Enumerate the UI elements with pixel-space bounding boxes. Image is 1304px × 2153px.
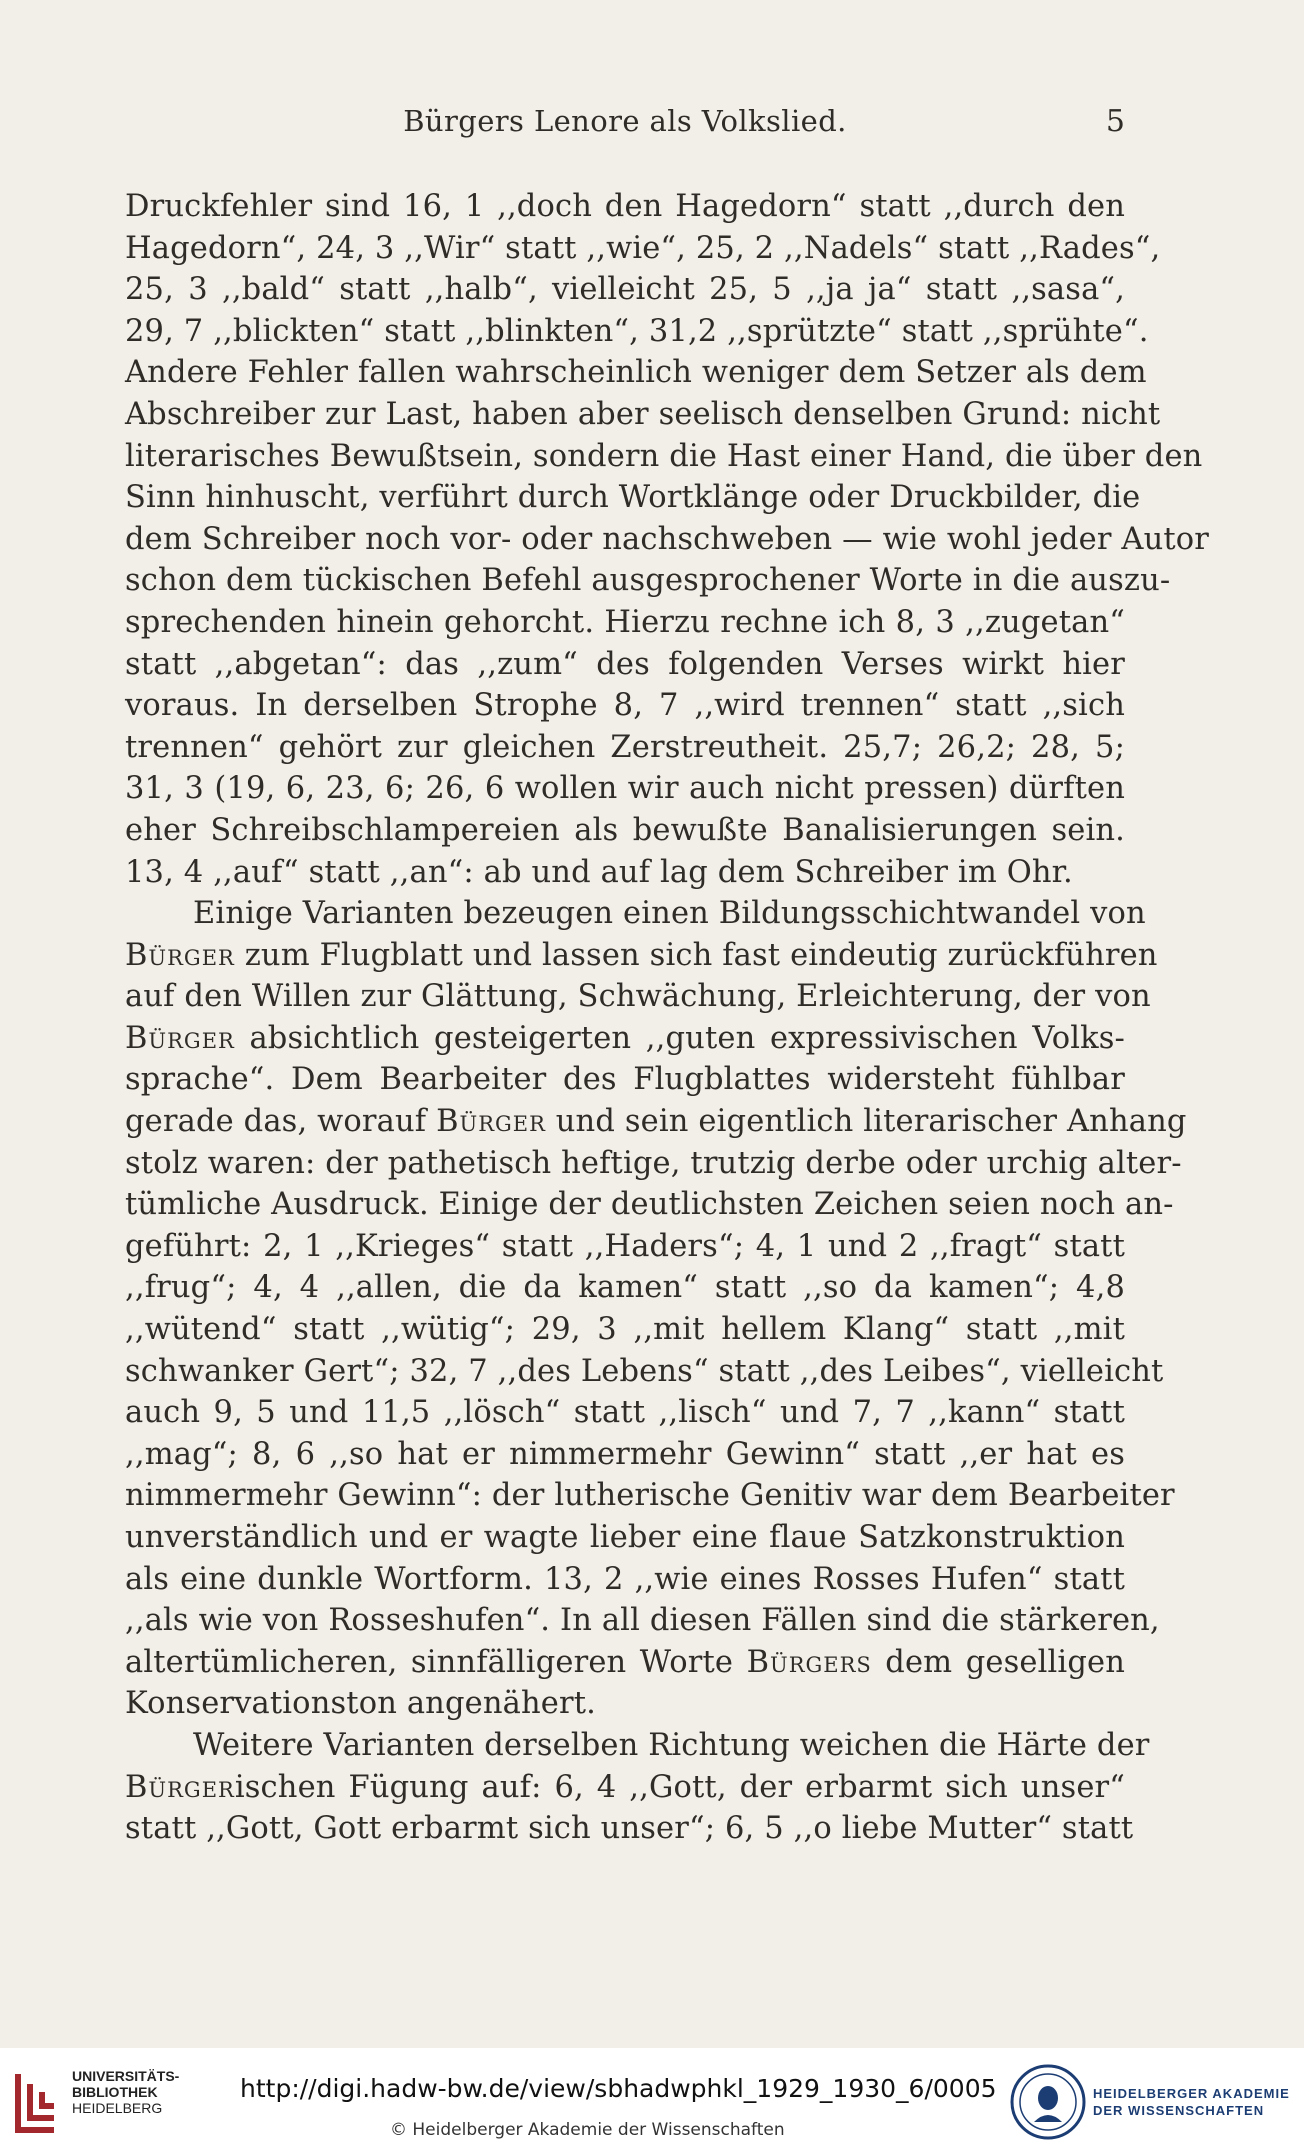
text-line	[125, 976, 1151, 1018]
text-segment: schwanker Gert“; 32, 7 ,,des Lebens“ statt ,,des Leibes“, vielleicht	[125, 1353, 1164, 1389]
text-segment: auf den Willen zur Glättung, Schwächung, Erleichterung, der von	[125, 979, 1151, 1015]
text-line	[125, 893, 1146, 935]
text-segment: zum Flugblatt und lassen sich fast eindeutig zurückführen	[234, 937, 1158, 973]
text-segment: Konservationston angenähert.	[125, 1686, 596, 1722]
text-line	[125, 602, 1125, 644]
text-line	[125, 1808, 1134, 1850]
university-library-logo-icon	[12, 2070, 60, 2134]
text-line	[125, 1767, 1125, 1809]
text-line	[125, 1392, 1125, 1434]
academy-name	[1093, 2085, 1290, 2119]
text-line	[125, 228, 1161, 270]
text-line	[125, 1101, 1187, 1143]
text-segment: absichtlich gesteigerten ,,guten expressivischen Volks-	[234, 1020, 1125, 1056]
text-line	[125, 1351, 1164, 1393]
text-line	[125, 810, 1125, 852]
text-segment: ,,mag“; 8, 6 ,,so hat er nimmermehr Gewinn“ statt ,,er hat es	[125, 1436, 1125, 1472]
small-caps-name: Bürger	[125, 1020, 235, 1056]
text-segment: Weitere Varianten derselben Richtung weichen die Härte der	[193, 1727, 1150, 1763]
text-segment: unverständlich und er wagte lieber eine flaue Satzkonstruktion	[125, 1520, 1125, 1555]
text-line	[125, 1475, 1175, 1517]
body-text	[125, 186, 1210, 1850]
text-segment: stolz waren: der pathetisch heftige, trutzig derbe oder urchig alter-	[125, 1145, 1182, 1181]
text-line	[125, 1725, 1150, 1767]
text-segment: altertümlicheren, sinnfälligeren Worte	[125, 1644, 747, 1680]
text-segment: Druckfehler sind 16, 1 ,,doch den Hagedorn“ statt ,,durch den	[125, 189, 1125, 224]
text-segment: gerade das, worauf	[125, 1104, 437, 1140]
text-segment: sprechenden hinein gehorcht. Hierzu rechne ich 8, 3 ,,zugetan“	[125, 604, 1125, 640]
text-segment: ,,wütend“ statt ,,wütig“; 29, 3 ,,mit hellem Klang“ statt ,,mit	[125, 1312, 1125, 1348]
text-line	[125, 727, 1125, 769]
text-segment: dem Schreiber noch vor- oder nachschweben — wie wohl jeder Autor	[125, 521, 1210, 557]
text-line	[125, 935, 1158, 977]
text-line	[125, 1226, 1125, 1268]
copyright-notice: © Heidelberger Akademie der Wissenschaften	[390, 2120, 785, 2140]
text-line	[125, 1143, 1182, 1185]
page-header	[125, 104, 1125, 148]
text-line	[125, 311, 1149, 353]
text-line	[125, 1600, 1160, 1642]
text-line	[125, 436, 1203, 478]
text-segment: literarisches Bewußtsein, sondern die Hast einer Hand, die über den	[125, 438, 1203, 474]
text-segment: als eine dunkle Wortform. 13, 2 ,,wie eines Rosses Hufen“ statt	[125, 1561, 1125, 1597]
text-segment: 13, 4 ,,auf“ statt ,,an“: ab und auf lag dem Schreiber im Ohr.	[125, 854, 1073, 890]
text-line	[125, 1683, 1125, 1725]
text-line	[125, 1184, 1174, 1226]
university-line-3: HEIDELBERG	[72, 2100, 163, 2116]
text-segment: 29, 7 ,,blickten“ statt ,,blinkten“, 31,2 ,,sprützte“ statt ,,sprühte“.	[125, 313, 1149, 349]
academy-line-2: DER WISSENSCHAFTEN	[1093, 2103, 1265, 2118]
text-segment: schon dem tückischen Befehl ausgesprochener Worte in die auszu-	[125, 563, 1171, 599]
text-segment: 25, 3 ,,bald“ statt ,,halb“, vielleicht 25, 5 ,,ja ja“ statt ,,sasa“,	[125, 272, 1125, 308]
university-line-2: BIBLIOTHEK	[72, 2084, 158, 2100]
text-line	[125, 1309, 1125, 1351]
university-library-name	[72, 2068, 179, 2116]
text-line	[125, 1018, 1125, 1060]
text-segment: nimmermehr Gewinn“: der lutherische Genitiv war dem Bearbeiter	[125, 1478, 1175, 1514]
text-segment: Sinn hinhuscht, verführt durch Wortklänge oder Druckbilder, die	[125, 480, 1141, 516]
text-segment: voraus. In derselben Strophe 8, 7 ,,wird trennen“ statt ,,sich	[125, 688, 1125, 724]
text-line	[125, 352, 1147, 394]
text-line	[125, 1434, 1125, 1476]
text-line	[125, 685, 1125, 727]
text-segment: 31, 3 (19, 6, 23, 6; 26, 6 wollen wir auch nicht pressen) dürften	[125, 771, 1125, 807]
text-segment: und sein eigentlich literarischer Anhang	[545, 1104, 1187, 1140]
text-line	[125, 644, 1125, 686]
small-caps-name: Bürger	[125, 937, 235, 973]
text-line	[125, 1517, 1125, 1559]
academy-seal-icon	[1008, 2062, 1088, 2142]
text-segment: geführt: 2, 1 ,,Krieges“ statt ,,Haders“; 4, 1 und 2 ,,fragt“ statt	[125, 1228, 1125, 1264]
small-caps-name: Bürgers	[746, 1644, 872, 1680]
page-number: 5	[1105, 104, 1125, 139]
text-segment: Abschreiber zur Last, haben aber seelisch denselben Grund: nicht	[125, 396, 1161, 432]
text-line	[125, 1267, 1125, 1309]
academy-line-1: HEIDELBERGER AKADEMIE	[1093, 2086, 1290, 2101]
text-line	[125, 768, 1125, 810]
text-segment: statt ,,abgetan“: das ,,zum“ des folgenden Verses wirkt hier	[125, 646, 1125, 682]
text-segment: auch 9, 5 und 11,5 ,,lösch“ statt ,,lisch“ und 7, 7 ,,kann“ statt	[125, 1395, 1125, 1431]
text-segment: ,,frug“; 4, 4 ,,allen, die da kamen“ statt ,,so da kamen“; 4,8	[125, 1270, 1125, 1306]
small-caps-name: Bürger	[125, 1769, 235, 1805]
footer-bar	[0, 2048, 1304, 2153]
running-title: Bürgers Lenore als Volkslied.	[403, 104, 847, 138]
text-line	[125, 1559, 1125, 1601]
text-line	[125, 1059, 1125, 1101]
text-segment: Andere Fehler fallen wahrscheinlich weniger dem Setzer als dem	[125, 355, 1147, 391]
text-line	[125, 519, 1210, 561]
text-line	[125, 560, 1171, 602]
text-line	[125, 477, 1141, 519]
small-caps-name: Bürger	[436, 1104, 546, 1140]
text-segment: eher Schreibschlampereien als bewußte Banalisierungen sein.	[125, 812, 1125, 848]
text-segment: trennen“ gehört zur gleichen Zerstreutheit. 25,7; 26,2; 28, 5;	[125, 729, 1125, 765]
permalink-url[interactable]: http://digi.hadw-bw.de/view/sbhadwphkl_1929_1930_6/0005	[240, 2074, 997, 2103]
text-segment: statt ,,Gott, Gott erbarmt sich unser“; 6, 5 ,,o liebe Mutter“ statt	[125, 1811, 1134, 1847]
text-segment: Einige Varianten bezeugen einen Bildungsschichtwandel von	[193, 896, 1146, 932]
text-line	[125, 269, 1125, 311]
text-line	[125, 394, 1161, 436]
text-segment: ischen Fügung auf: 6, 4 ,,Gott, der erbarmt sich unser“	[234, 1769, 1125, 1805]
university-line-1: UNIVERSITÄTS-	[72, 2068, 180, 2084]
text-segment: Hagedorn“, 24, 3 ,,Wir“ statt ,,wie“, 25, 2 ,,Nadels“ statt ,,Rades“,	[125, 230, 1161, 266]
text-line	[125, 1642, 1125, 1684]
text-segment: dem geselligen	[871, 1644, 1125, 1680]
text-line	[125, 852, 1125, 894]
text-segment: tümliche Ausdruck. Einige der deutlichsten Zeichen seien noch an-	[125, 1187, 1174, 1223]
text-segment: sprache“. Dem Bearbeiter des Flugblattes widersteht fühlbar	[125, 1062, 1125, 1098]
text-segment: ,,als wie von Rosseshufen“. In all diesen Fällen sind die stärkeren,	[125, 1603, 1160, 1639]
text-line	[125, 186, 1125, 228]
